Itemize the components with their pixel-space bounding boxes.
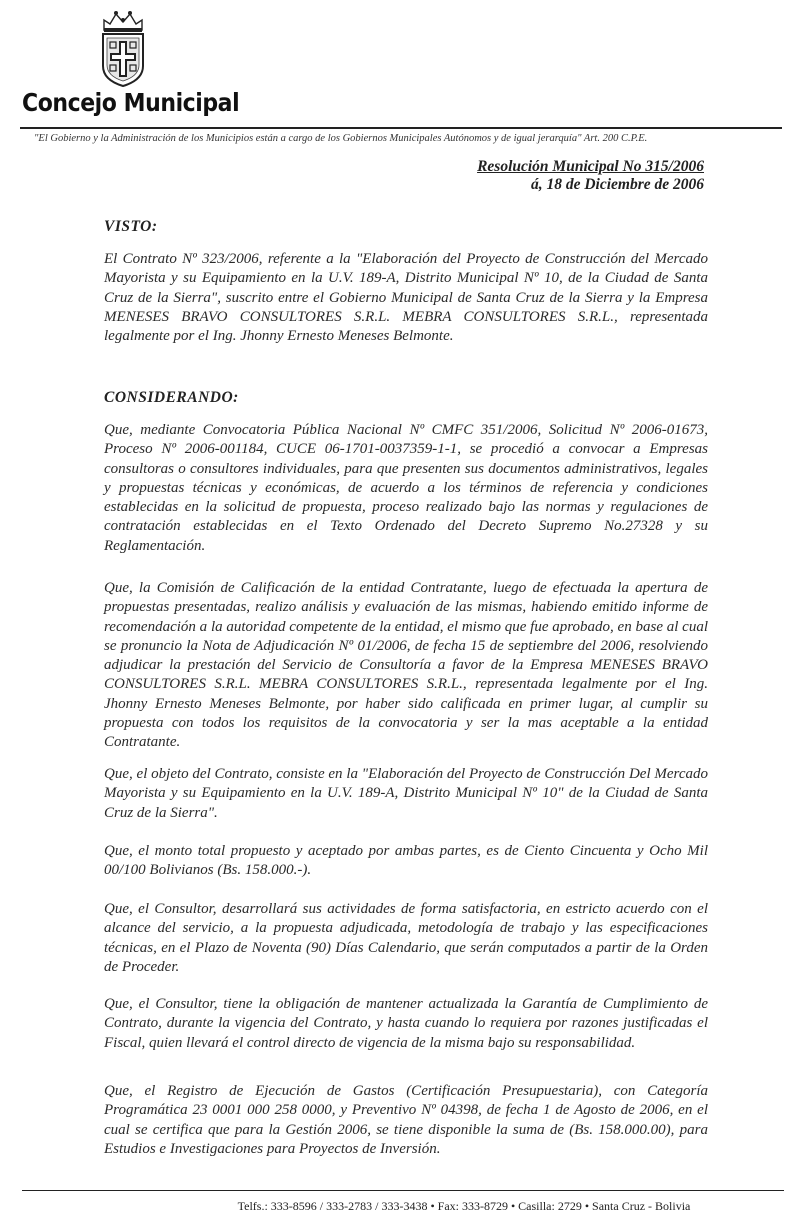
considerando-paragraph-1: Que, mediante Convocatoria Pública Nacional Nº CMFC 351/2006, Solicitud Nº 2006-01673, Proceso Nº 2006-001184, CUCE 06-1701-0037359-1-1, se procedió a convocar a Empresas consultoras o consultores individuales, para que presenten sus documentos administrativos, legales y propuestas técnicas y económicas, de acuerdo a los términos de referencia y condiciones establecidas en la solicitud de propuesta, proceso realizado bajo las normas y regulaciones de contratación establecidas en el Texto Ordenado del Decreto Supremo No.27328 y su Reglamentación. (104, 422, 708, 554)
resolution-title: Resolución Municipal No 315/2006 (477, 158, 704, 175)
footer-divider (22, 1190, 784, 1191)
considerando-paragraph-3: Que, el objeto del Contrato, consiste en la "Elaboración del Proyecto de Construcción Del Mercado Mayorista y su Equipamiento en la U.V. 189-A, Distrito Municipal Nº 10" de la Ciudad de Santa Cruz de la Sierra". (104, 766, 708, 821)
constitutional-motto: "El Gobierno y la Administración de los Municipios están a cargo de los Gobiernos Municipales Autónomos y de igual jerarquía" Art. 200 C.P.E. (34, 133, 648, 144)
considerando-heading: CONSIDERANDO: (104, 389, 239, 406)
considerando-paragraph-7: Que, el Registro de Ejecución de Gastos (Certificación Presupuestaria), con Categoría Programática 23 0001 000 258 0000, y Preventivo Nº 04398, de fecha 1 de Agosto de 2006, en el cual se certifica que para la Gestión 2006, se tiene disponible la suma de (Bs. 158.000.00), para Estudios e Investigaciones para Proyectos de Inversión. (104, 1083, 708, 1157)
header-divider (20, 127, 782, 129)
visto-heading: VISTO: (104, 218, 158, 235)
footer-contact-text: Telfs.: 333-8596 / 333-2783 / 333-3438 • Fax: 333-8729 • Casilla: 2729 • Santa Cruz - Bolivia (237, 1199, 691, 1213)
footer-contact (0, 1199, 800, 1214)
resolution-date: á, 18 de Diciembre de 2006 (530, 176, 704, 193)
considerando-paragraph-6: Que, el Consultor, tiene la obligación de mantener actualizada la Garantía de Cumplimiento de Contrato, durante la vigencia del Contrato, y hasta cuando lo requiera por razones justificadas el Fiscal, quien llevará el control directo de vigencia de la misma bajo su responsabilidad. (104, 996, 708, 1051)
considerando-paragraph-4: Que, el monto total propuesto y aceptado por ambas partes, es de Ciento Cincuenta y Ocho Mil 00/100 Bolivianos (Bs. 158.000.-). (104, 843, 708, 879)
considerando-paragraph-5: Que, el Consultor, desarrollará sus actividades de forma satisfactoria, en estricto acuerdo con el alcance del servicio, a la propuesta adjudicada, metodología de trabajo y las especificaciones técnicas, en el Plazo de Noventa (90) Días Calendario, que serán computados a partir de la Orden de Proceder. (104, 901, 708, 975)
considerando-paragraph-2: Que, la Comisión de Calificación de la entidad Contratante, luego de efectuada la apertura de propuestas presentadas, realizo análisis y evaluación de las mismas, habiendo emitido informe de recomendación a la autoridad competente de la entidad, el mismo que fue aprobado, en base al cual se pronuncio la Nota de Adjudicación Nº 01/2006, de fecha 15 de septiembre del 2006, resolviendo adjudicar la prestación del Servicio de Consultoría a favor de la Empresa MENESES BRAVO CONSULTORES S.R.L. MEBRA CONSULTORES S.R.L., representada legalmente por el Ing. Jhonny Ernesto Meneses Belmonte, por haber sido calificada en primer lugar, al cumplir su propuesta con todos los requisitos de la convocatoria y ser la mas aceptable a la entidad Contratante. (104, 580, 708, 751)
visto-paragraph: El Contrato Nº 323/2006, referente a la "Elaboración del Proyecto de Construcción del Mercado Mayorista y su Equipamiento en la U.V. 189-A, Distrito Municipal Nº 10, de la Ciudad de Santa Cruz de la Sierra", suscrito entre el Gobierno Municipal de Santa Cruz de la Sierra y la Empresa MENESES BRAVO CONSULTORES S.R.L. MEBRA CONSULTORES S.R.L., representada legalmente por el Ing. Jhonny Ernesto Meneses Belmonte. (104, 251, 708, 345)
coat-of-arms-icon (98, 8, 148, 88)
organization-name: Concejo Municipal (22, 88, 240, 117)
